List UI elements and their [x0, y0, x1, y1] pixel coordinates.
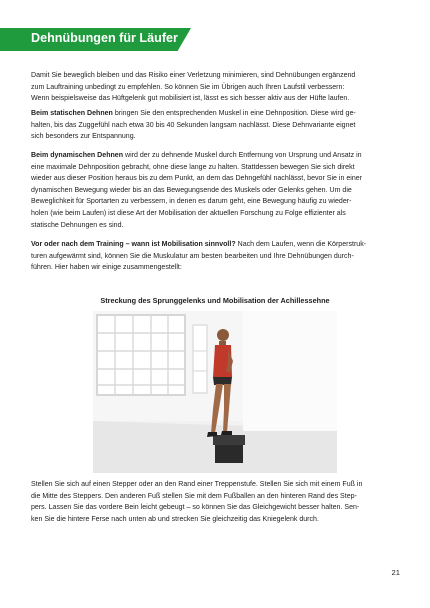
page-number: 21 — [391, 568, 400, 577]
text-line: statische Dehnungen es sind. — [31, 221, 124, 229]
text-line: Damit Sie beweglich bleiben und das Risiko einer Verletzung minimieren, sind Dehnübungen ergänzend — [31, 72, 356, 79]
text-segment: wird der zu dehnende Muskel durch Entfernung von Ursprung und Ansatz in — [123, 152, 362, 159]
text-line: ken Sie die hintere Ferse nach unten ab und strecken Sie gleichzeitig das Kniegelenk durch. — [31, 515, 319, 523]
text-line: die Mitte des Steppers. Den anderen Fuß stellen Sie mit dem Fußballen an den hinteren Rand des Step- — [31, 492, 357, 500]
static-stretch-paragraph — [31, 108, 403, 143]
text-line: Stellen Sie sich auf einen Stepper oder an den Rand einer Treppenstufe. Stellen Sie sich mit einem Fuß in — [31, 481, 363, 488]
text-line — [31, 239, 403, 251]
text-line: dynamischen Bewegung wieder bis an das Bewegungsende des Muskels oder Gelenks gehen. Um die — [31, 186, 352, 194]
text-segment: bringen Sie den entsprechenden Muskel in eine Dehnposition. Diese wird ge- — [112, 110, 356, 117]
timing-paragraph — [31, 239, 403, 274]
text-line — [31, 108, 403, 120]
page-title: Dehnübungen für Läufer — [31, 31, 178, 45]
text-line: halten, bis das Zuggefühl nach etwa 30 bis 40 Sekunden langsam nachlässt. Diese Dehnvariante eignet — [31, 121, 356, 129]
intro-paragraph — [31, 70, 403, 105]
text-line: pers. Lassen Sie das vordere Bein leicht gebeugt – so können Sie das Gleichgewicht besser halten. Sen- — [31, 504, 360, 512]
text-line: holen (wie beim Laufen) ist diese Art der Mobilisation der aktuellen Forschung zu Folge effizienter als — [31, 209, 346, 217]
figure-caption: Streckung des Sprunggelenks und Mobilisation der Achillessehne — [100, 296, 330, 305]
text-line: eine maximale Dehnposition gebracht, ohne diese lange zu halten. Stattdessen bewegen Sie sich direkt — [31, 163, 355, 171]
exercise-photo — [93, 311, 337, 473]
text-segment: Nach dem Laufen, wenn die Körperstruk- — [235, 241, 367, 248]
dynamic-stretch-paragraph — [31, 150, 403, 231]
text-line: wieder aus dieser Position heraus bis zu dem Punkt, an dem das Dehngefühl nachlässt, bevor Sie in einer — [31, 175, 363, 183]
term-timing: Vor oder nach dem Training – wann ist Mobilisation sinnvoll? — [31, 241, 236, 248]
text-line: führen. Hier haben wir einige zusammengestellt: — [31, 264, 182, 272]
term-dynamic: Beim dynamischen Dehnen — [31, 152, 124, 159]
text-line: turen aufgewärmt sind, können Sie die Muskulatur am besten bearbeiten und Ihre Dehnübungen durch- — [31, 252, 354, 260]
exercise-instructions — [31, 479, 403, 525]
text-line: Wenn beispielsweise das Hüftgelenk gut mobilisiert ist, lässt es sich besser aktiv aus der Hüfte laufen. — [31, 95, 350, 103]
text-line: sich besonders zur Entspannung. — [31, 133, 136, 141]
term-static: Beim statischen Dehnen — [31, 110, 113, 117]
text-line: zum Lauftraining unbedingt zu empfehlen. So können Sie im Übrigen auch Ihren Laufstil verbessern: — [31, 83, 345, 91]
text-line: Beweglichkeit für Sportarten zu verbessern, in denen es darum geht, eine Bewegung häufig zu wieder- — [31, 198, 352, 206]
text-line — [31, 150, 403, 162]
